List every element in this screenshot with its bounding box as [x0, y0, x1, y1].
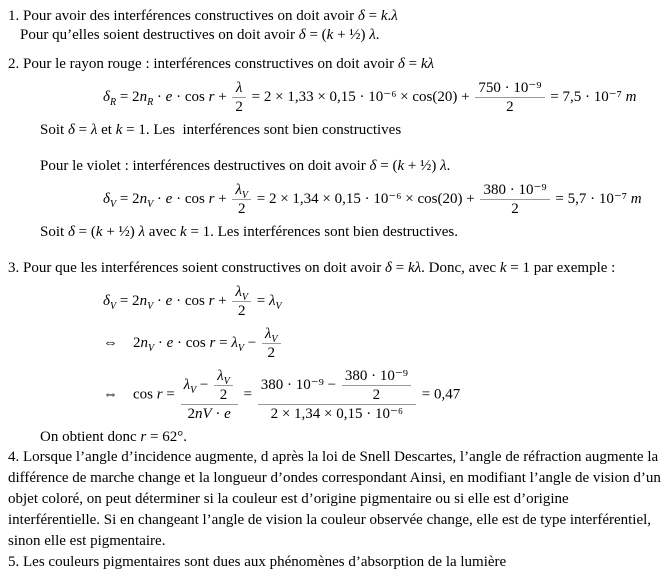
- item3-conclusion: On obtient donc r = 62°.: [40, 429, 187, 445]
- formula-eq-equivalence-2: ⇔ cos r = $\lambda_V$ − $\frac{\lambda_V}{2}$ 2nV · e = 380 · 10⁻⁹ − $\frac{\text{380 · 10⁻⁹}}{2}$ 2 × 1,34 × 0,15 · 10⁻⁶ = 0,47: [103, 368, 461, 422]
- item4-paragraph: 4. Lorsque l’angle d’incidence augmente, d après la loi de Snell Descartes, l’angle de réfraction augmente la différence de marche change et la longueur d’ondes correspondant Ainsi, en modifiant l’angle de vision d’un objet coloré, on peut déterminer si la couleur est d’origine pigmentaire ou si elle est d’origine interférentielle. Si en changeant l’angle de vision la couleur observée change, elle est de type interférentiel, sinon elle est pigmentaire.: [8, 449, 661, 549]
- item5-line: 5. Les couleurs pigmentaires sont dues aux phénomènes d’absorption de la lumière: [8, 554, 507, 570]
- item2-soit-violet: Soit δ = (k + ½) λ avec k = 1. Les interférences sont bien destructives.: [40, 224, 458, 240]
- formula-eq-equivalence-1: ⇔ $2n_V \cdot e \cdot \cos r = \lambda_V$ − $\frac{\lambda_V}{2}$: [103, 325, 661, 362]
- formula-eq-delta-v: $\delta_V = 2n_V \cdot e \cdot \cos r$ + $\frac{\lambda_V}{2}$ = $\lambda_V$: [103, 284, 282, 319]
- item2-soit-red: Soit δ = λ et k = 1. Les interférences sont bien constructives: [40, 122, 402, 138]
- formula-delta-violet: $\delta_V = 2n_V \cdot e \cdot \cos r$ + $\frac{\lambda_V}{2}$ = 2 × 1,34 × 0,15 · 10⁻⁶ × cos(20) + $\frac{\text{380 · 10⁻⁹}}{2}$ = 5,7 · 10⁻⁷ m: [103, 182, 642, 217]
- formula-delta-red: $\delta_R = 2n_R \cdot e \cdot \cos r$ + $\frac{\lambda}{2}$ = 2 × 1,33 × 0,15 · 10⁻⁶ × cos(20) + $\frac{\text{750 · 10⁻⁹}}{2}$ = 7,5 · 10⁻⁷ m: [103, 80, 637, 115]
- item3-heading: 3. Pour que les interférences soient constructives on doit avoir δ = kλ. Donc, avec k = 1 par exemple :: [8, 260, 616, 276]
- item1-line-constructive: 1. Pour avoir des interférences constructives on doit avoir δ = k.λ: [8, 8, 398, 24]
- item2-violet-heading: Pour le violet : interférences destructives on doit avoir δ = (k + ½) λ.: [40, 158, 451, 174]
- item1-line-destructive: Pour qu’elles soient destructives on doit avoir δ = (k + ½) λ.: [20, 27, 380, 43]
- item2-heading: 2. Pour le rayon rouge : interférences constructives on doit avoir δ = kλ: [8, 56, 434, 72]
